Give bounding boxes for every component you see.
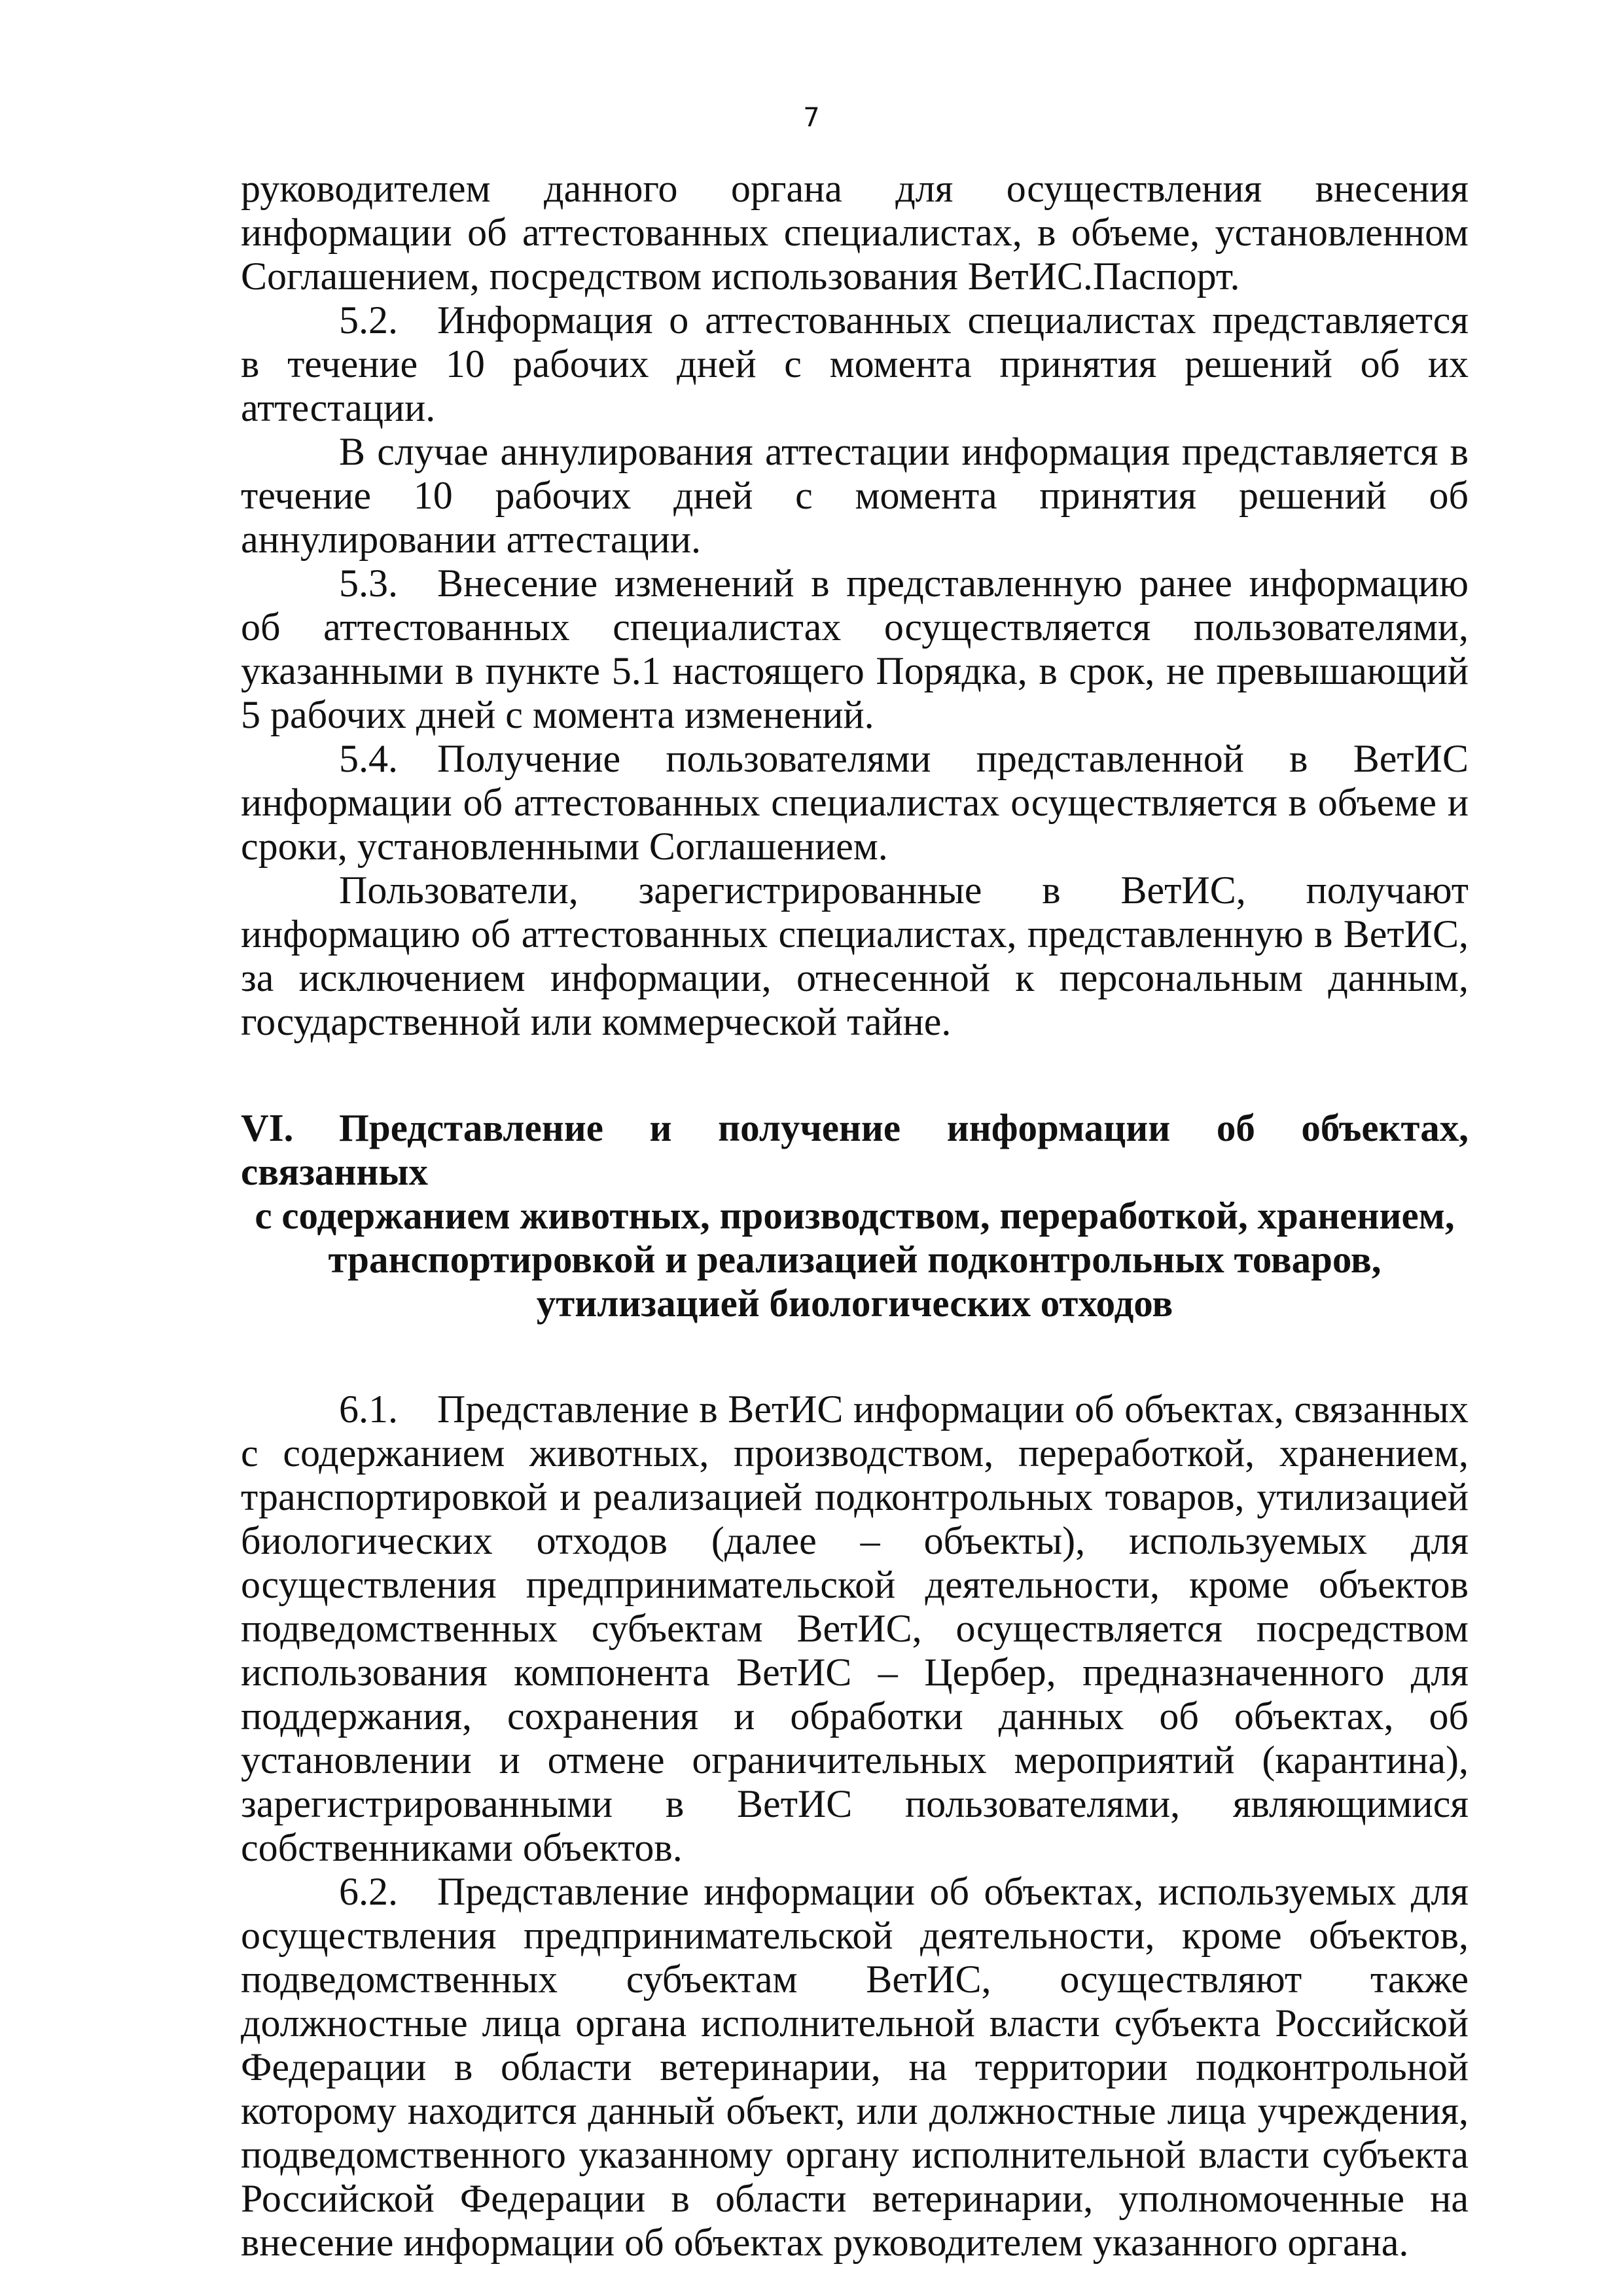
clause-number: 6.2. bbox=[339, 1870, 398, 1913]
paragraph-continuation: руководителем данного органа для осуществления внесения информации об аттестованных специалистах, в объеме, установленном Соглашением, посредством использования ВетИС.Паспорт. bbox=[241, 167, 1469, 298]
section-roman-numeral: VI. bbox=[241, 1106, 294, 1149]
clause-number: 5.4. bbox=[339, 737, 398, 780]
paragraph-6-2 bbox=[241, 1870, 1469, 2265]
clause-text: Информация о аттестованных специалистах представляется в течение 10 рабочих дней с момента принятия решений об их аттестации. bbox=[241, 298, 1469, 429]
document-body bbox=[241, 167, 1469, 2265]
section-heading-line-1 bbox=[241, 1106, 1469, 1194]
clause-number: 6.1. bbox=[339, 1388, 398, 1431]
clause-text: Представление в ВетИС информации об объектах, связанных с содержанием животных, производством, переработкой, хранением, транспортировкой и реализацией подконтрольных товаров, утилизацией биологических отходов (далее – объекты), используемых для осуществления предпринимательской деятельности, кроме объектов подведомственных субъектам ВетИС, осуществляется посредством использования компонента ВетИС – Цербер, предназначенного для поддержания, сохранения и обработки данных об объектах, об установлении и отмене ограничительных мероприятий (карантина), зарегистрированными в ВетИС пользователями, являющимися собственниками объектов. bbox=[241, 1388, 1469, 1869]
paragraph-5-4 bbox=[241, 737, 1469, 869]
clause-text: Представление информации об объектах, используемых для осуществления предпринимательской деятельности, кроме объектов, подведомственных субъектам ВетИС, осуществляют также должностные лица органа исполнительной власти субъекта Российской Федерации в области ветеринарии, на территории подконтрольной которому находится данный объект, или должностные лица учреждения, подведомственного указанному органу исполнительной власти субъекта Российской Федерации в области ветеринарии, уполномоченные на внесение информации об объектах руководителем указанного органа. bbox=[241, 1870, 1469, 2264]
section-title-part-1: Представление и получение информации об объектах, связанных bbox=[241, 1106, 1469, 1193]
paragraph-users: Пользователи, зарегистрированные в ВетИС, получают информацию об аттестованных специалистах, представленную в ВетИС, за исключением информации, отнесенной к персональным данным, государственной или коммерческой тайне. bbox=[241, 869, 1469, 1043]
section-heading-line-3: транспортировкой и реализацией подконтрольных товаров, bbox=[328, 1238, 1382, 1281]
clause-text: Внесение изменений в представленную ранее информацию об аттестованных специалистах осуществляется пользователями, указанными в пункте 5.1 настоящего Порядка, в срок, не превышающий 5 рабочих дней с момента изменений. bbox=[241, 562, 1469, 736]
page-number: 7 bbox=[803, 103, 820, 133]
section-heading-line-2: с содержанием животных, производством, переработкой, хранением, bbox=[255, 1194, 1455, 1237]
section-heading bbox=[241, 1106, 1469, 1325]
paragraph-5-2 bbox=[241, 298, 1469, 430]
paragraph-annulment: В случае аннулирования аттестации информация представляется в течение 10 рабочих дней с момента принятия решений об аннулировании аттестации. bbox=[241, 430, 1469, 561]
paragraph-5-3 bbox=[241, 562, 1469, 737]
clause-number: 5.2. bbox=[339, 298, 398, 342]
clause-text: Получение пользователями представленной в ВетИС информации об аттестованных специалистах осуществляется в объеме и сроки, установленными Соглашением. bbox=[241, 737, 1469, 868]
clause-number: 5.3. bbox=[339, 562, 398, 605]
paragraph-6-1 bbox=[241, 1388, 1469, 1870]
section-heading-line-4: утилизацией биологических отходов bbox=[536, 1282, 1173, 1325]
